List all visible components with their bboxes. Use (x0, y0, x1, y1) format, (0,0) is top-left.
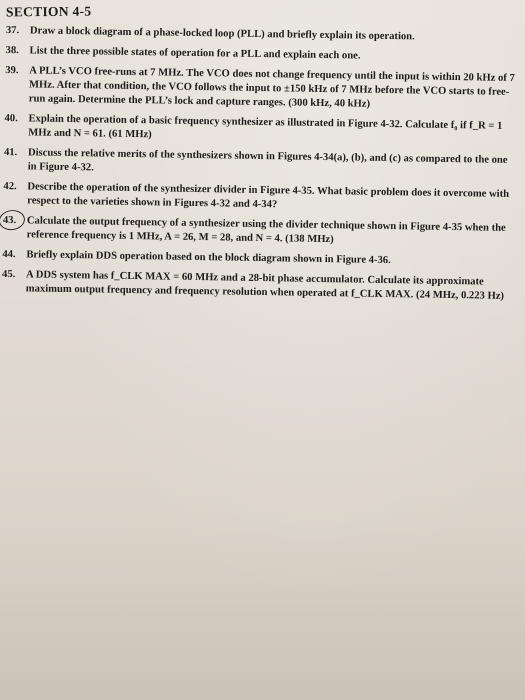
problem-number: 40. (4, 112, 18, 125)
problem-number: 39. (5, 64, 19, 77)
problem-number: 44. (2, 248, 16, 261)
problem-40 (4, 112, 516, 148)
problem-body: Briefly explain DDS operation based on the block diagram shown in Figure 4-36. (26, 249, 391, 267)
problem-body: Discuss the relative merits of the synthesizers shown in Figures 4-34(a), (b), and (c) as compared to the one in Figure 4-32. (27, 147, 508, 174)
problem-body: A PLL’s VCO free-runs at 7 MHz. The VCO does not change frequency until the input is within 20 kHz of 7 MHz. After that condition, the VCO follows the input to ±150 kHz of 7 MHz before the VCO starts to free-run again. Determine the PLL’s lock and capture ranges. (28, 65, 515, 109)
problem-number: 37. (5, 24, 20, 37)
problem-number: 41. (3, 146, 18, 159)
problem-45 (2, 268, 514, 304)
problem-number: 42. (3, 180, 17, 193)
problem-list (2, 24, 518, 310)
problem-41 (4, 146, 516, 182)
page-shadow (0, 520, 525, 700)
problem-number: 45. (1, 268, 16, 281)
problem-38 (5, 44, 517, 66)
problem-43 (3, 214, 515, 250)
problem-answer: (24 MHz, 0.223 Hz) (415, 289, 505, 302)
problem-number: 38. (5, 44, 19, 57)
problem-body: List the three possible states of operation for a PLL and explain each one. (29, 45, 361, 62)
problem-body: Explain the operation of a basic frequency synthesizer as illustrated in Figure 4-32. Calculate f₀ if f_R = 1 MHz and N = 61. (28, 113, 503, 140)
problem-42 (3, 180, 515, 216)
problem-answer: (300 kHz, 40 kHz) (288, 97, 371, 110)
problem-body: A DDS system has f_CLK MAX = 60 MHz and a 28-bit phase accumulator. Calculate its approximate maximum output frequency and frequency resolution when operated at f_CLK MAX. (25, 269, 484, 301)
problem-text (29, 64, 518, 114)
problem-text (28, 146, 516, 182)
problem-text (30, 24, 518, 46)
problem-answer: (61 MHz) (108, 128, 152, 141)
problem-number-circled: 43. (3, 214, 27, 228)
problem-text (27, 180, 515, 216)
section-title: SECTION 4-5 (5, 3, 92, 20)
problem-text (28, 112, 516, 148)
problem-body: Describe the operation of the synthesizer divider in Figure 4-35. What basic problem does it overcome with respect to the varieties shown in Figures 4-32 and 4-34? (27, 181, 510, 211)
problem-body: Calculate the output frequency of a synthesizer using the divider technique shown in Figure 4-35 when the reference frequency is 1 MHz, A = 26, M = 28, and N = 4. (26, 215, 506, 245)
problem-39 (5, 64, 518, 114)
problem-text (29, 44, 517, 66)
problem-37 (6, 24, 518, 46)
problem-answer: (138 MHz) (285, 233, 334, 246)
problem-text (27, 214, 515, 250)
problem-body: Draw a block diagram of a phase-locked loop (PLL) and briefly explain its operation. (29, 25, 415, 43)
problem-text (26, 268, 514, 304)
problem-text (26, 248, 514, 270)
problem-44 (2, 248, 514, 270)
